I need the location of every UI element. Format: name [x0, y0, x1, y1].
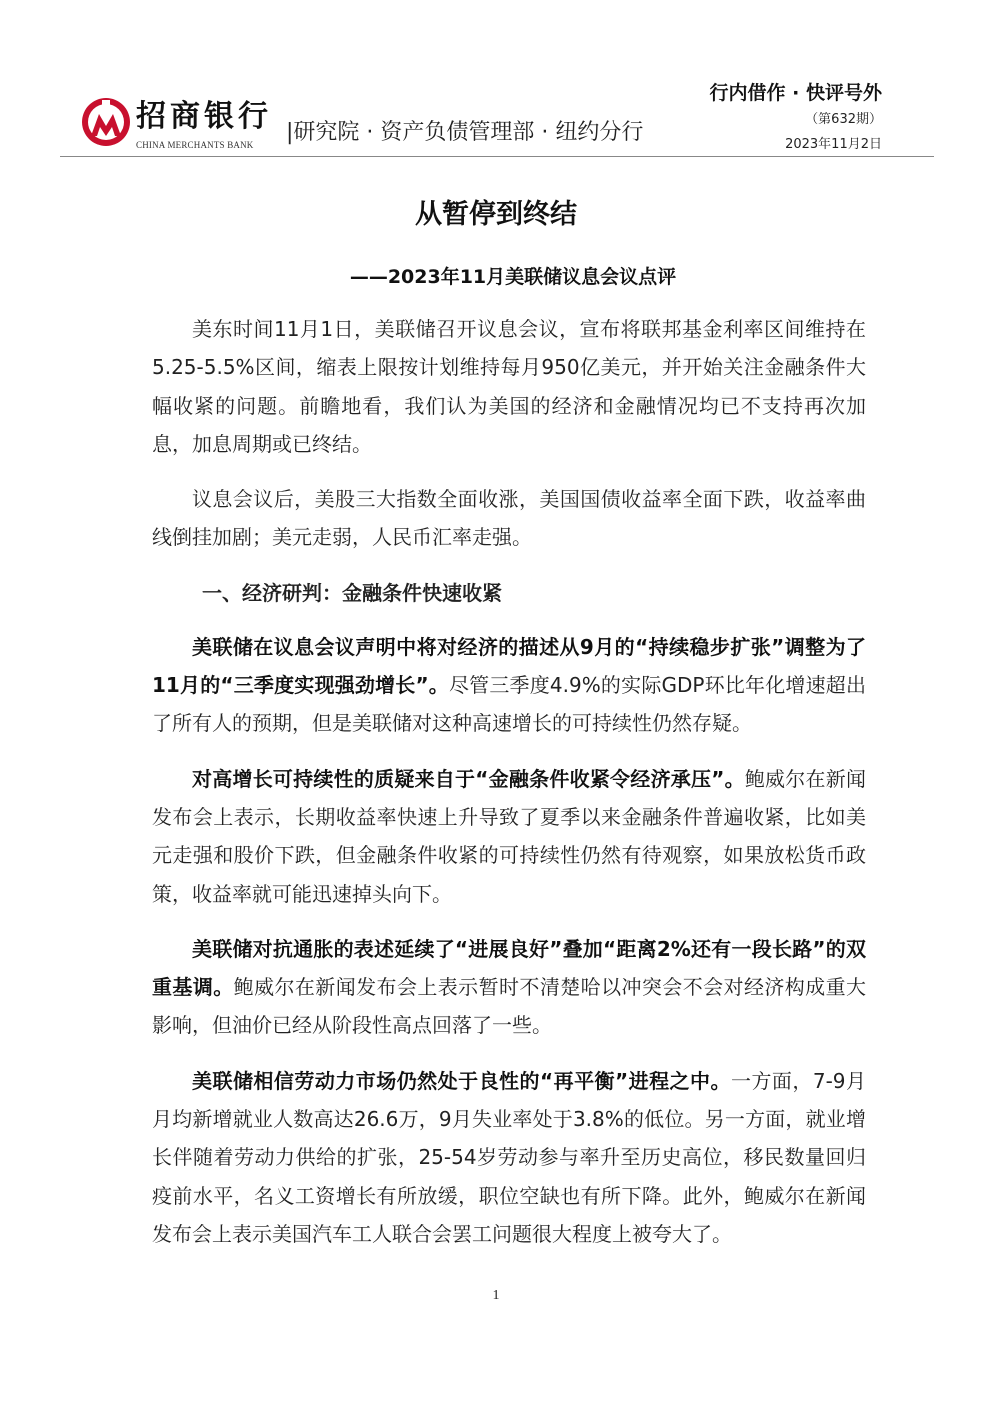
paragraph-economy-description — [152, 628, 866, 743]
header-divider — [60, 156, 934, 157]
paragraph-market-reaction: 议息会议后，美股三大指数全面收涨，美国国债收益率全面下跌，收益率曲线倒挂加剧；美元走弱，人民币汇率走强。 — [152, 487, 866, 550]
paragraph-lead-bold: 美联储在议息会议声明中将对经济的描述从9月的“持续稳步扩张”调整为了11月的“三季度实现强劲增长”。 — [152, 634, 866, 698]
document-body — [152, 310, 866, 1270]
paragraph-labor-market — [152, 1062, 866, 1253]
brand-name-en: CHINA MERCHANTS BANK — [136, 140, 254, 150]
section-heading-economy: 一、经济研判：金融条件快速收紧 — [202, 580, 502, 605]
paragraph-text: 鲍威尔在新闻发布会上表示暂时不清楚哈以冲突会不会对经济构成重大影响，但油价已经从阶段性高点回落了一些。 — [152, 975, 867, 1038]
document-subtitle: ——2023年11月美联储议息会议点评 — [349, 266, 677, 288]
paragraph-lead-bold: 美联储对抗通胀的表述延续了“进展良好”叠加“距离2%还有一段长路”的双重基调。 — [152, 936, 866, 1000]
paragraph-text: 尽管三季度4.9%的实际GDP环比年化增速超出了所有人的预期，但是美联储对这种高速增长的可持续性仍然存疑。 — [152, 673, 866, 736]
brand-name-cn: 招商银行 — [136, 99, 272, 134]
issue-number: （第632期） — [805, 112, 882, 127]
paragraph-summary: 美东时间11月1日，美联储召开议息会议，宣布将联邦基金利率区间维持在5.25-5.5%区间，缩表上限按计划维持每月950亿美元，并开始关注金融条件大幅收紧的问题。前瞻地看，我们认为美国的经济和金融情况均已不支持再次加息，加息周期或已终结。 — [152, 317, 866, 456]
paragraph-lead-bold: 对高增长可持续性的质疑来自于“金融条件收紧令经济承压”。 — [192, 766, 745, 791]
report-tag: 行内借作 · 快评号外 — [709, 82, 882, 104]
report-date: 2023年11月2日 — [785, 137, 882, 152]
paragraph-financial-conditions — [152, 760, 866, 913]
document-title: 从暂停到终结 — [415, 199, 577, 230]
department-line: |研究院 · 资产负债管理部 · 纽约分行 — [286, 120, 644, 145]
paragraph-text: 鲍威尔在新闻发布会上表示，长期收益率快速上升导致了夏季以来金融条件普遍收紧，比如美元走强和股价下跌，但金融条件收紧的可持续性仍然有待观察，如果放松货币政策，收益率就可能迅速掉头向下。 — [152, 766, 866, 906]
paragraph-lead-bold: 美联储相信劳动力市场仍然处于良性的“再平衡”进程之中。 — [192, 1068, 731, 1093]
document-header — [0, 0, 992, 160]
cmb-logo-icon — [80, 96, 132, 148]
page-number: 1 — [492, 1288, 500, 1303]
paragraph-text: 一方面，7-9月月均新增就业人数高达26.6万，9月失业率处于3.8%的低位。另一方面，就业增长伴随着劳动力供给的扩张，25-54岁劳动参与率升至历史高位，移民数量回归疫前水平，名义工资增长有所放缓，职位空缺也有所下降。此外，鲍威尔在新闻发布会上表示美国汽车工人联合会罢工问题很大程度上被夸大了。 — [152, 1068, 866, 1246]
paragraph-inflation — [152, 930, 866, 1045]
